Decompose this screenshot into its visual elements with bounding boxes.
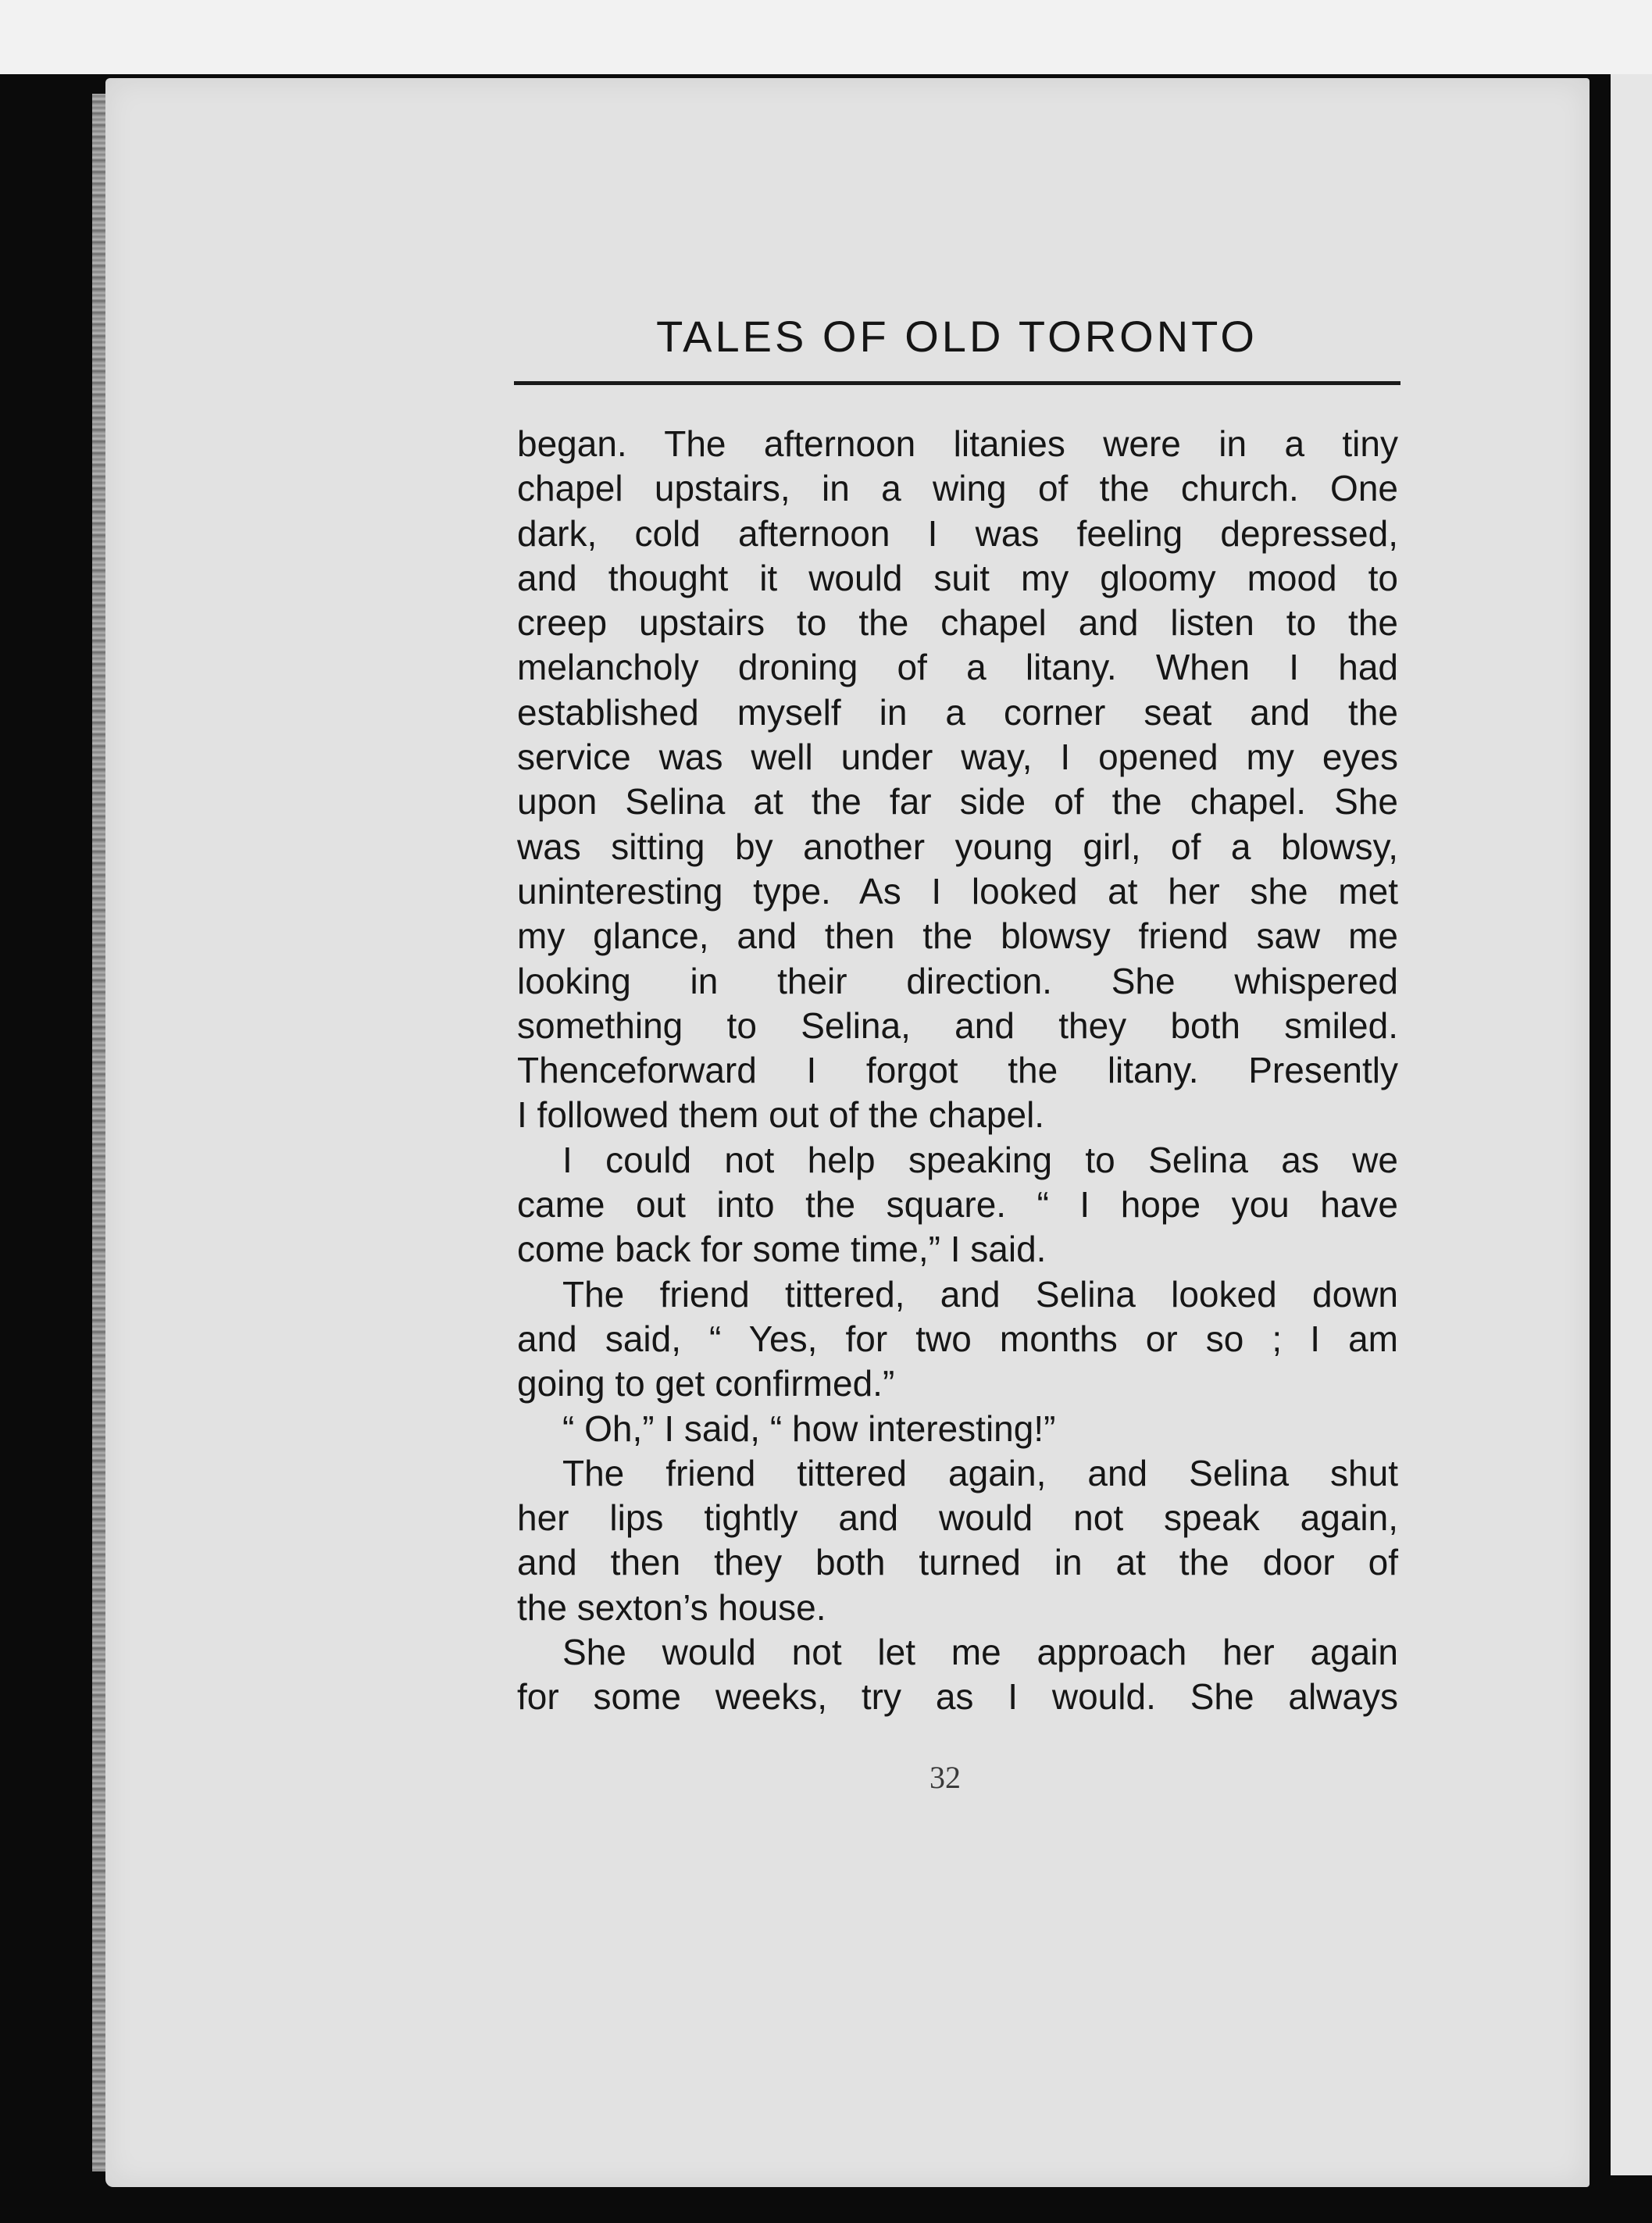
text-line: the sexton’s house. xyxy=(517,1586,826,1628)
text-line: “ Oh,” I said, “ how interesting!” xyxy=(562,1408,1056,1449)
text-line: came out into the square. “ I hope you have xyxy=(517,1184,1398,1226)
text-line: She would not let me approach her again xyxy=(562,1632,1398,1673)
text-line: and then they both turned in at the door of xyxy=(517,1542,1398,1583)
header-rule xyxy=(514,381,1400,385)
text-line: something to Selina, and they both smiled. xyxy=(517,1004,1398,1046)
body-text xyxy=(517,422,1398,1720)
text-line: service was well under way, I opened my eyes xyxy=(517,737,1398,778)
text-line: began. The afternoon litanies were in a tiny xyxy=(517,423,1398,464)
text-line: dark, cold afternoon I was feeling depressed, xyxy=(517,512,1398,554)
text-line: The friend tittered, and Selina looked down xyxy=(562,1273,1398,1315)
page-number: 32 xyxy=(929,1760,961,1795)
text-line: was sitting by another young girl, of a blowsy, xyxy=(517,826,1398,867)
text-line: established myself in a corner seat and the xyxy=(517,691,1398,733)
text-line: looking in their direction. She whispered xyxy=(517,960,1398,1001)
text-line: for some weeks, try as I would. She always xyxy=(517,1676,1398,1718)
text-line: come back for some time,” I said. xyxy=(517,1229,1047,1270)
adjacent-page-edge xyxy=(1611,74,1652,2175)
text-line: going to get confirmed.” xyxy=(517,1363,895,1404)
text-line: and thought it would suit my gloomy mood to xyxy=(517,557,1398,598)
text-line: creep upstairs to the chapel and listen to the xyxy=(517,602,1398,644)
text-line: upon Selina at the far side of the chapel. She xyxy=(517,781,1398,822)
scanner-top-band xyxy=(0,0,1652,74)
text-line: my glance, and then the blowsy friend saw me xyxy=(517,915,1398,957)
text-line: I could not help speaking to Selina as we xyxy=(562,1139,1398,1180)
text-line: and said, “ Yes, for two months or so ; I am xyxy=(517,1318,1398,1359)
text-line: melancholy droning of a litany. When I had xyxy=(517,647,1398,688)
running-head: TALES OF OLD TORONTO xyxy=(656,312,1258,361)
text-line: chapel upstairs, in a wing of the church. One xyxy=(517,468,1398,509)
text-line: Thenceforward I forgot the litany. Presently xyxy=(517,1050,1398,1091)
text-line: The friend tittered again, and Selina shut xyxy=(562,1452,1398,1493)
text-line: her lips tightly and would not speak again, xyxy=(517,1497,1398,1539)
text-line: I followed them out of the chapel. xyxy=(517,1094,1045,1136)
text-line: uninteresting type. As I looked at her she met xyxy=(517,870,1398,912)
